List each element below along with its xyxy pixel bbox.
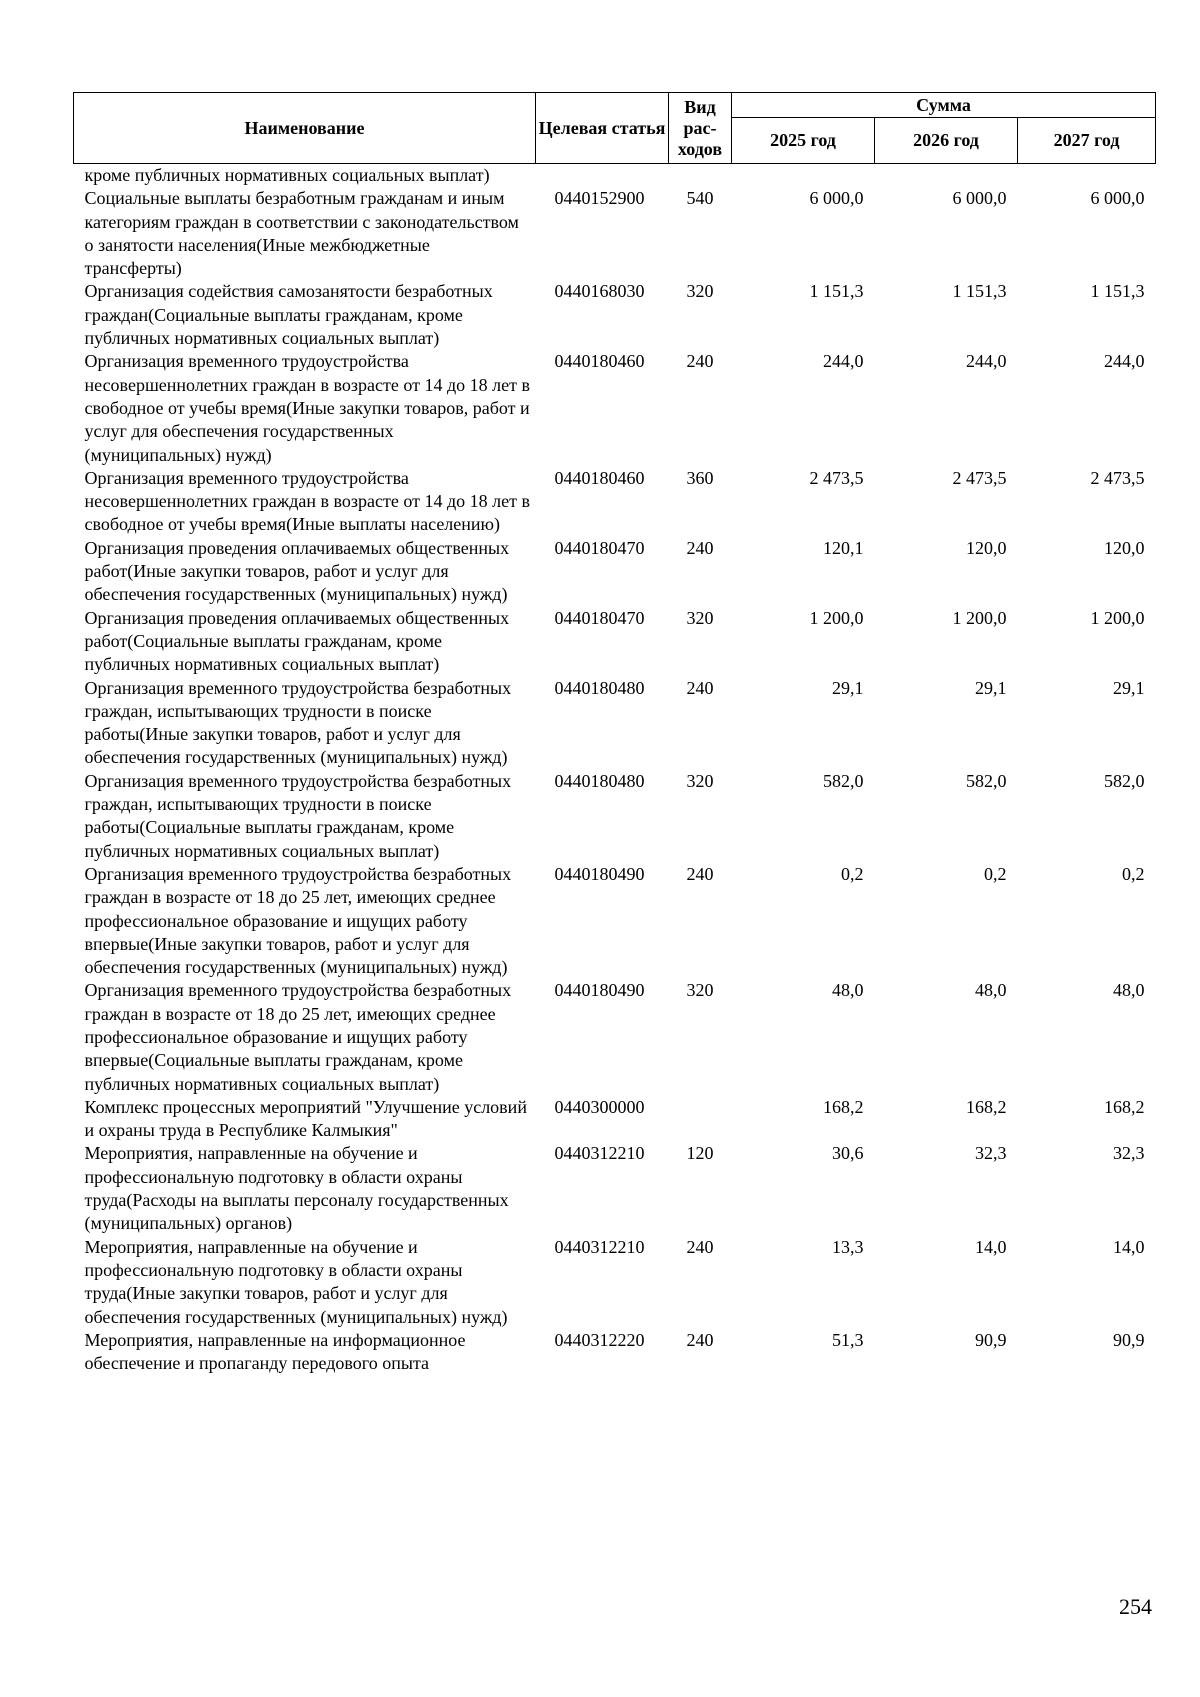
row-target-article: 0440168030 (554, 281, 645, 302)
row-name: кроме публичных нормативных социальных выплат) (84, 165, 490, 185)
header-year-2025: 2025 год (732, 118, 875, 164)
row-sum-2027: 168,2 (1104, 1096, 1145, 1117)
row-sum-2026: 0,2 (984, 863, 1007, 884)
row-sum-2027: 6 000,0 (1090, 188, 1145, 209)
header-sum: Сумма (732, 93, 1156, 118)
row-name: Организация временного трудоустройства безработных граждан в возрасте от 18 до 25 лет, имеющих среднее профессиональное образование и ищущих работу впервые(Иные закупки товаров, работ и услуг для обеспечения государственных (муниципальных) нужд) (84, 863, 512, 978)
row-sum-2027: 0,2 (1122, 863, 1145, 884)
row-sum-2026: 6 000,0 (952, 188, 1007, 209)
table-row (74, 280, 1156, 350)
row-sum-2027: 2 473,5 (1090, 467, 1145, 488)
row-sum-2025: 582,0 (823, 770, 864, 791)
row-sum-2026: 1 151,3 (952, 281, 1007, 302)
row-target-article: 0440180480 (554, 677, 645, 698)
row-sum-2025: 29,1 (832, 677, 864, 698)
page-number: 254 (1119, 1594, 1152, 1619)
header-target-article: Целевая статья (536, 93, 669, 164)
row-sum-2025: 168,2 (823, 1096, 864, 1117)
row-sum-2026: 48,0 (975, 980, 1007, 1001)
row-expense-type: 240 (686, 1236, 714, 1257)
table-row (74, 1142, 1156, 1235)
row-target-article: 0440180480 (554, 770, 645, 791)
row-name: Организация содействия самозанятости безработных граждан(Социальные выплаты гражданам, кроме публичных нормативных социальных выплат) (84, 281, 493, 349)
row-sum-2026: 1 200,0 (952, 607, 1007, 628)
row-sum-2026: 90,9 (975, 1329, 1007, 1350)
row-name: Мероприятия, направленные на обучение и профессиональную подготовку в области охраны труда(Иные закупки товаров, работ и услуг для обеспечения государственных (муниципальных) нужд) (84, 1236, 508, 1327)
row-sum-2026: 14,0 (975, 1236, 1007, 1257)
row-name: Организация временного трудоустройства несовершеннолетних граждан в возрасте от 14 до 18 лет в свободное от учебы время(Иные закупки товаров, работ и услуг для обеспечения государственных (муниципальных) нужд) (84, 351, 530, 465)
row-expense-type: 240 (686, 537, 714, 558)
row-sum-2027: 29,1 (1113, 677, 1145, 698)
row-target-article: 0440180490 (554, 863, 645, 884)
row-expense-type: 240 (686, 863, 714, 884)
row-expense-type: 360 (686, 467, 714, 488)
row-sum-2027: 244,0 (1104, 351, 1145, 372)
row-target-article: 0440300000 (554, 1096, 645, 1117)
row-sum-2026: 582,0 (966, 770, 1007, 791)
table-row (74, 770, 1156, 863)
row-target-article: 0440312210 (554, 1236, 645, 1257)
row-sum-2026: 29,1 (975, 677, 1007, 698)
header-year-2027: 2027 год (1018, 118, 1156, 164)
row-sum-2025: 1 151,3 (809, 281, 864, 302)
row-sum-2025: 30,6 (832, 1143, 864, 1164)
row-sum-2026: 32,3 (975, 1143, 1007, 1164)
row-expense-type: 120 (686, 1143, 714, 1164)
row-expense-type: 320 (686, 980, 714, 1001)
row-expense-type (669, 1096, 732, 1143)
row-sum-2027: 120,0 (1104, 537, 1145, 558)
row-sum-2027: 14,0 (1113, 1236, 1145, 1257)
row-target-article: 0440180460 (554, 467, 645, 488)
row-sum-2026: 168,2 (966, 1096, 1007, 1117)
row-name: Организация временного трудоустройства безработных граждан, испытывающих трудности в поиске работы(Иные закупки товаров, работ и услуг для обеспечения государственных (муниципальных) нужд) (84, 677, 512, 768)
row-target-article (536, 164, 669, 188)
row-expense-type: 240 (686, 351, 714, 372)
row-sum-2025: 51,3 (832, 1329, 864, 1350)
table-row (74, 677, 1156, 770)
row-expense-type: 240 (686, 677, 714, 698)
row-sum-2025: 13,3 (832, 1236, 864, 1257)
row-name: Организация проведения оплачиваемых общественных работ(Иные закупки товаров, работ и услуг для обеспечения государственных (муниципальных) нужд) (84, 537, 510, 605)
row-name: Мероприятия, направленные на информационное обеспечение и пропаганду передового опыта (84, 1329, 466, 1374)
table-row (74, 607, 1156, 677)
row-expense-type: 240 (686, 1329, 714, 1350)
row-sum-2026: 120,0 (966, 537, 1007, 558)
row-target-article: 0440180470 (554, 537, 645, 558)
row-sum-2027: 582,0 (1104, 770, 1145, 791)
table-row (74, 164, 1156, 188)
row-target-article: 0440180490 (554, 980, 645, 1001)
table-header (74, 93, 1156, 164)
row-sum-2027: 1 200,0 (1090, 607, 1145, 628)
row-expense-type: 320 (686, 607, 714, 628)
row-target-article: 0440180460 (554, 351, 645, 372)
row-target-article: 0440312210 (554, 1143, 645, 1164)
row-sum-2025: 6 000,0 (809, 188, 864, 209)
row-sum-2027: 90,9 (1113, 1329, 1145, 1350)
row-sum-2027: 1 151,3 (1090, 281, 1145, 302)
row-sum-2027 (1018, 164, 1156, 188)
row-sum-2025: 48,0 (832, 980, 864, 1001)
row-sum-2025: 0,2 (841, 863, 864, 884)
row-expense-type: 320 (686, 770, 714, 791)
row-sum-2027: 32,3 (1113, 1143, 1145, 1164)
table-row (74, 863, 1156, 979)
row-sum-2026: 2 473,5 (952, 467, 1007, 488)
row-sum-2027: 48,0 (1113, 980, 1145, 1001)
table-row (74, 1096, 1156, 1143)
table-row (74, 467, 1156, 537)
table-row (74, 537, 1156, 607)
budget-table (73, 92, 1156, 1375)
table-row (74, 1236, 1156, 1329)
row-sum-2025: 244,0 (823, 351, 864, 372)
row-expense-type: 320 (686, 281, 714, 302)
header-year-2026: 2026 год (875, 118, 1018, 164)
table-row (74, 187, 1156, 280)
row-target-article: 0440180470 (554, 607, 645, 628)
row-sum-2025: 2 473,5 (809, 467, 864, 488)
row-name: Организация временного трудоустройства безработных граждан в возрасте от 18 до 25 лет, имеющих среднее профессиональное образование и ищущих работу впервые(Социальные выплаты гражданам, кроме публичных нормативных социальных выплат) (84, 980, 512, 1094)
header-expense-type: Вид рас-ходов (669, 93, 732, 164)
row-name: Социальные выплаты безработным гражданам и иным категориям граждан в соответствии с законодательством о занятости населения(Иные межбюджетные трансферты) (84, 188, 519, 279)
table-row (74, 350, 1156, 466)
row-sum-2025 (732, 164, 875, 188)
header-name: Наименование (74, 93, 536, 164)
row-expense-type (669, 164, 732, 188)
row-name: Организация проведения оплачиваемых общественных работ(Социальные выплаты гражданам, кроме публичных нормативных социальных выплат) (84, 607, 510, 675)
row-target-article: 0440312220 (554, 1329, 645, 1350)
row-name: Комплекс процессных мероприятий "Улучшение условий и охраны труда в Республике Калмыкия" (84, 1096, 527, 1141)
row-name: Мероприятия, направленные на обучение и профессиональную подготовку в области охраны труда(Расходы на выплаты персоналу государственных (муниципальных) органов) (84, 1143, 509, 1234)
row-sum-2025: 1 200,0 (809, 607, 864, 628)
row-name: Организация временного трудоустройства безработных граждан, испытывающих трудности в поиске работы(Социальные выплаты гражданам, кроме публичных нормативных социальных выплат) (84, 770, 512, 861)
row-expense-type: 540 (686, 188, 714, 209)
row-target-article: 0440152900 (554, 188, 645, 209)
row-sum-2026: 244,0 (966, 351, 1007, 372)
table-row (74, 979, 1156, 1095)
row-name: Организация временного трудоустройства несовершеннолетних граждан в возрасте от 14 до 18 лет в свободное от учебы время(Иные выплаты населению) (84, 467, 530, 535)
table-row (74, 1329, 1156, 1376)
table-body (74, 164, 1156, 1376)
row-sum-2025: 120,1 (823, 537, 864, 558)
row-sum-2026 (875, 164, 1018, 188)
